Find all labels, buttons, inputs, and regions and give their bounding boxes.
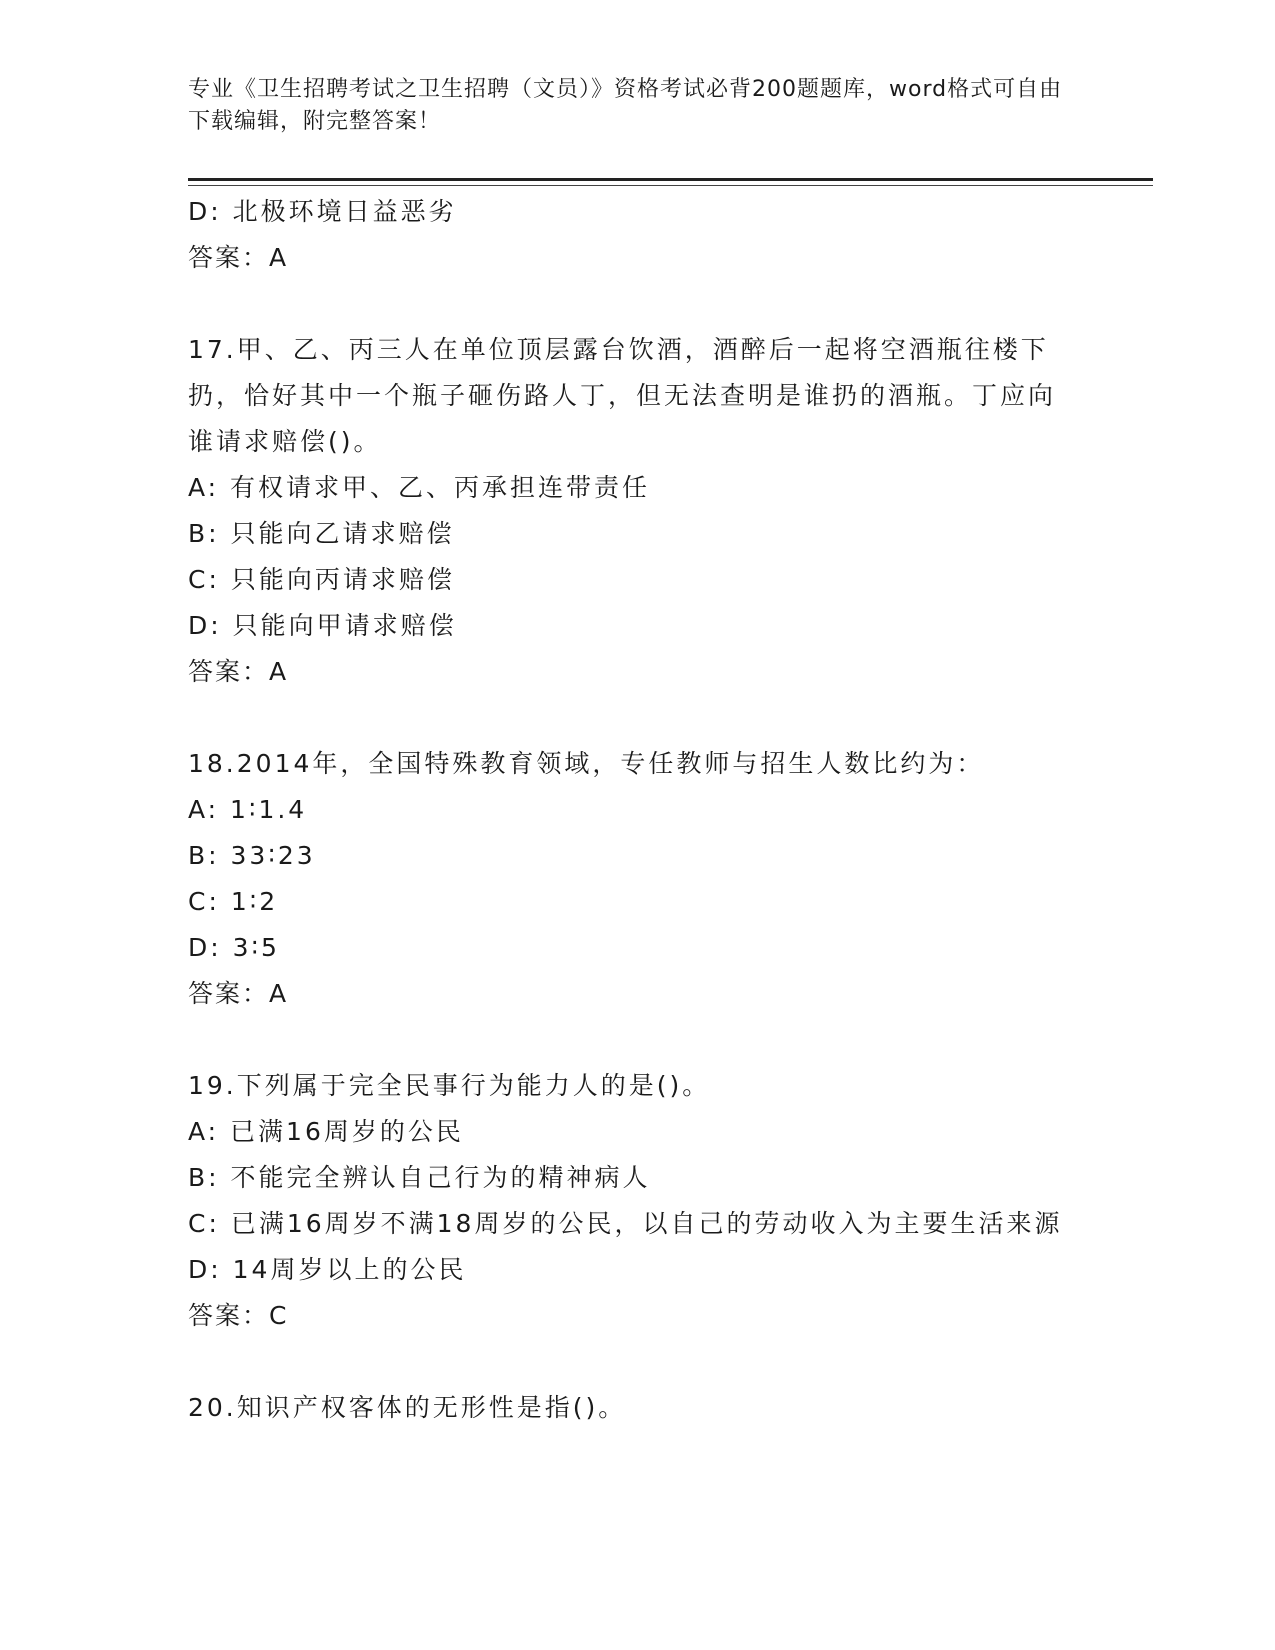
answer-line xyxy=(188,235,1068,281)
answer-label: 答案： xyxy=(188,243,270,272)
answer-value: C xyxy=(269,1301,289,1330)
header-rule-thin xyxy=(188,185,1153,186)
option-c xyxy=(188,879,1068,925)
document-header: 专业《卫生招聘考试之卫生招聘（文员）》资格考试必背200题题库，word格式可自由下载编辑，附完整答案！ xyxy=(188,77,1063,134)
question-stem: 20.知识产权客体的无形性是指()。 xyxy=(188,1393,627,1422)
answer-value: A xyxy=(269,657,289,686)
document-body xyxy=(188,189,1068,1431)
option-text: 有权请求甲、乙、丙承担连带责任 xyxy=(230,473,651,502)
answer-label: 答案： xyxy=(188,657,270,686)
option-separator: : xyxy=(207,795,231,824)
answer-line xyxy=(188,1293,1068,1339)
question-block xyxy=(188,1385,1068,1431)
option-text: 已满16周岁不满18周岁的公民，以自己的劳动收入为主要生活来源 xyxy=(230,1209,1063,1238)
option-letter: A xyxy=(188,473,208,502)
answer-line xyxy=(188,971,1068,1017)
option-separator: : xyxy=(210,611,233,640)
option-separator: : xyxy=(210,933,233,962)
option-separator: : xyxy=(207,1117,231,1146)
answer-line xyxy=(188,649,1068,695)
option-text: 14周岁以上的公民 xyxy=(232,1255,467,1284)
option-text: 1∶1.4 xyxy=(230,795,308,824)
option-letter: A xyxy=(188,795,208,824)
option-separator: : xyxy=(208,565,231,594)
question-stem: 19.下列属于完全民事行为能力人的是()。 xyxy=(188,1071,711,1100)
question-block xyxy=(188,1063,1068,1339)
option-letter: D xyxy=(188,611,211,640)
option-text: 只能向丙请求赔偿 xyxy=(230,565,455,594)
option-letter: B xyxy=(188,519,209,548)
option-letter: D xyxy=(188,1255,211,1284)
option-separator: : xyxy=(210,1255,233,1284)
option-text: 只能向乙请求赔偿 xyxy=(230,519,455,548)
option-letter: B xyxy=(188,1163,209,1192)
answer-value: A xyxy=(269,979,289,1008)
option-text: 已满16周岁的公民 xyxy=(230,1117,464,1146)
option-letter: D xyxy=(188,933,211,962)
option-c xyxy=(188,1201,1068,1247)
option-b xyxy=(188,511,1068,557)
option-separator: : xyxy=(210,197,233,226)
option-d xyxy=(188,189,1068,235)
option-separator: : xyxy=(208,841,231,870)
option-letter: B xyxy=(188,841,209,870)
answer-label: 答案： xyxy=(188,1301,270,1330)
option-text: 不能完全辨认自己行为的精神病人 xyxy=(230,1163,651,1192)
option-text: 1∶2 xyxy=(230,887,279,916)
header-rule-thick xyxy=(188,178,1153,181)
option-separator: : xyxy=(208,519,231,548)
option-d xyxy=(188,925,1068,971)
option-b xyxy=(188,1155,1068,1201)
question-block xyxy=(188,741,1068,1017)
option-letter: C xyxy=(188,1209,209,1238)
option-letter: A xyxy=(188,1117,208,1146)
option-letter: D xyxy=(188,197,211,226)
option-a xyxy=(188,787,1068,833)
option-letter: C xyxy=(188,565,209,594)
option-text: 3∶5 xyxy=(232,933,280,962)
option-b xyxy=(188,833,1068,879)
option-separator: : xyxy=(208,887,231,916)
answer-value: A xyxy=(269,243,289,272)
option-letter: C xyxy=(188,887,209,916)
option-c xyxy=(188,557,1068,603)
option-text: 33∶23 xyxy=(230,841,316,870)
option-a xyxy=(188,1109,1068,1155)
option-d xyxy=(188,603,1068,649)
answer-label: 答案： xyxy=(188,979,270,1008)
question-block xyxy=(188,327,1068,695)
option-separator: : xyxy=(208,1163,231,1192)
option-a xyxy=(188,465,1068,511)
option-text: 只能向甲请求赔偿 xyxy=(232,611,457,640)
option-separator: : xyxy=(208,1209,231,1238)
question-stem: 18.2014年，全国特殊教育领域，专任教师与招生人数比约为： xyxy=(188,749,985,778)
option-separator: : xyxy=(207,473,231,502)
option-d xyxy=(188,1247,1068,1293)
question-stem: 17.甲、乙、丙三人在单位顶层露台饮酒，酒醉后一起将空酒瓶往楼下扔，恰好其中一个瓶子砸伤路人丁，但无法查明是谁扔的酒瓶。丁应向谁请求赔偿()。 xyxy=(188,335,1057,456)
option-text: 北极环境日益恶劣 xyxy=(232,197,457,226)
